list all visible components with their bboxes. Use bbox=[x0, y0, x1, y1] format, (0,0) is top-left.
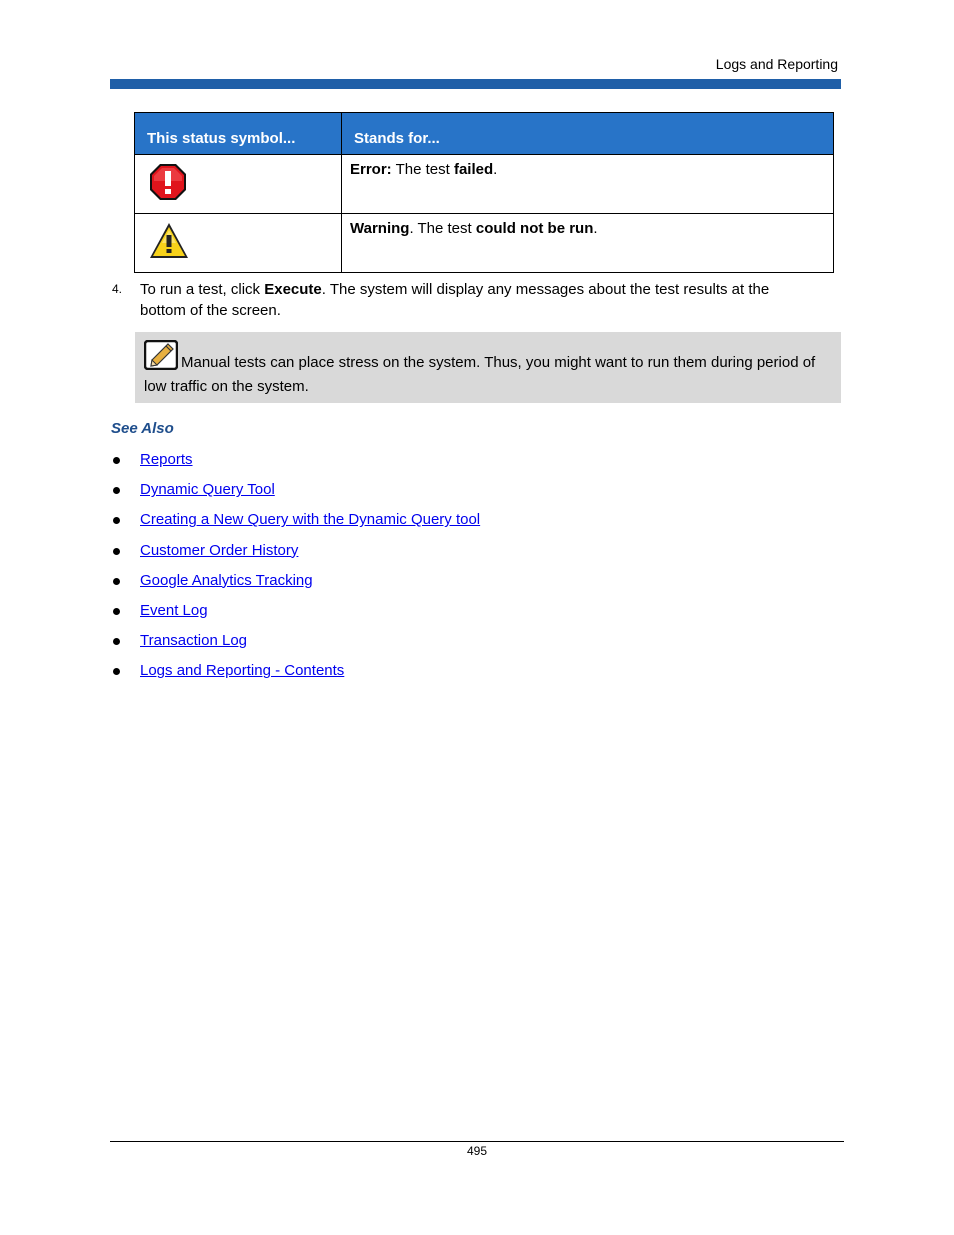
status-symbol-table bbox=[134, 112, 834, 273]
column-header-symbol: This status symbol... bbox=[135, 113, 342, 155]
meaning-text: . bbox=[493, 161, 498, 178]
error-icon bbox=[149, 188, 187, 205]
meaning-cell bbox=[342, 155, 834, 214]
step-text-part: To run a test, click bbox=[140, 281, 265, 298]
link-reports[interactable]: Reports bbox=[140, 451, 193, 468]
bullet bbox=[113, 578, 120, 585]
list-item bbox=[110, 659, 480, 689]
meaning-bold: could not be run bbox=[475, 220, 594, 237]
list-item bbox=[110, 569, 480, 599]
bullet bbox=[113, 457, 120, 464]
link-transaction-log[interactable]: Transaction Log bbox=[140, 632, 248, 650]
table-row bbox=[135, 155, 834, 214]
note-box bbox=[135, 332, 841, 403]
step-number: 4. bbox=[112, 282, 123, 296]
page-number: 495 bbox=[466, 1144, 488, 1158]
link-creating-new-query[interactable]: Creating a New Query with the Dynamic Query tool bbox=[140, 511, 481, 529]
meaning-bold: failed bbox=[453, 161, 494, 178]
bullet bbox=[113, 608, 120, 615]
warning-icon bbox=[149, 247, 189, 264]
link-logs-reporting-contents[interactable]: Logs and Reporting - Contents bbox=[140, 662, 345, 680]
step-text bbox=[140, 279, 812, 321]
link-dynamic-query-tool[interactable]: Dynamic Query Tool bbox=[140, 481, 275, 499]
table-row bbox=[135, 214, 834, 273]
list-item bbox=[110, 629, 480, 659]
link-google-analytics-tracking[interactable]: Google Analytics Tracking bbox=[140, 571, 313, 589]
step-4 bbox=[112, 279, 812, 321]
symbol-cell bbox=[135, 214, 342, 273]
header-bar bbox=[110, 79, 841, 89]
running-header: Logs and Reporting bbox=[715, 56, 838, 72]
list-item bbox=[110, 508, 480, 538]
meaning-text: . bbox=[593, 220, 598, 237]
meaning-text: The test bbox=[391, 161, 454, 178]
see-also-heading: See Also bbox=[111, 420, 174, 437]
step-text-part: . The system will display any messages about the test results at the bottom of the screen. bbox=[140, 281, 770, 319]
note-text: Manual tests can place stress on the system. Thus, you might want to run them during period of low traffic on the system. bbox=[144, 354, 816, 395]
symbol-cell bbox=[135, 155, 342, 214]
list-item bbox=[110, 478, 480, 508]
bullet bbox=[113, 487, 120, 494]
list-item bbox=[110, 599, 480, 629]
error-label: Error: bbox=[350, 161, 392, 178]
column-header-meaning: Stands for... bbox=[342, 113, 834, 155]
list-item bbox=[110, 448, 480, 478]
meaning-text: . The test bbox=[409, 220, 476, 237]
meaning-cell bbox=[342, 214, 834, 273]
bullet bbox=[113, 638, 120, 645]
bullet bbox=[113, 668, 120, 675]
see-also-list bbox=[110, 448, 480, 690]
footer-rule bbox=[110, 1141, 844, 1142]
link-event-log[interactable]: Event Log bbox=[140, 601, 208, 619]
bullet bbox=[113, 517, 120, 524]
pencil-note-icon bbox=[144, 340, 178, 376]
bullet bbox=[113, 548, 120, 555]
execute-label: Execute bbox=[264, 281, 322, 298]
list-item bbox=[110, 539, 480, 569]
link-customer-order-history[interactable]: Customer Order History bbox=[140, 541, 299, 559]
warning-label: Warning bbox=[350, 220, 410, 237]
